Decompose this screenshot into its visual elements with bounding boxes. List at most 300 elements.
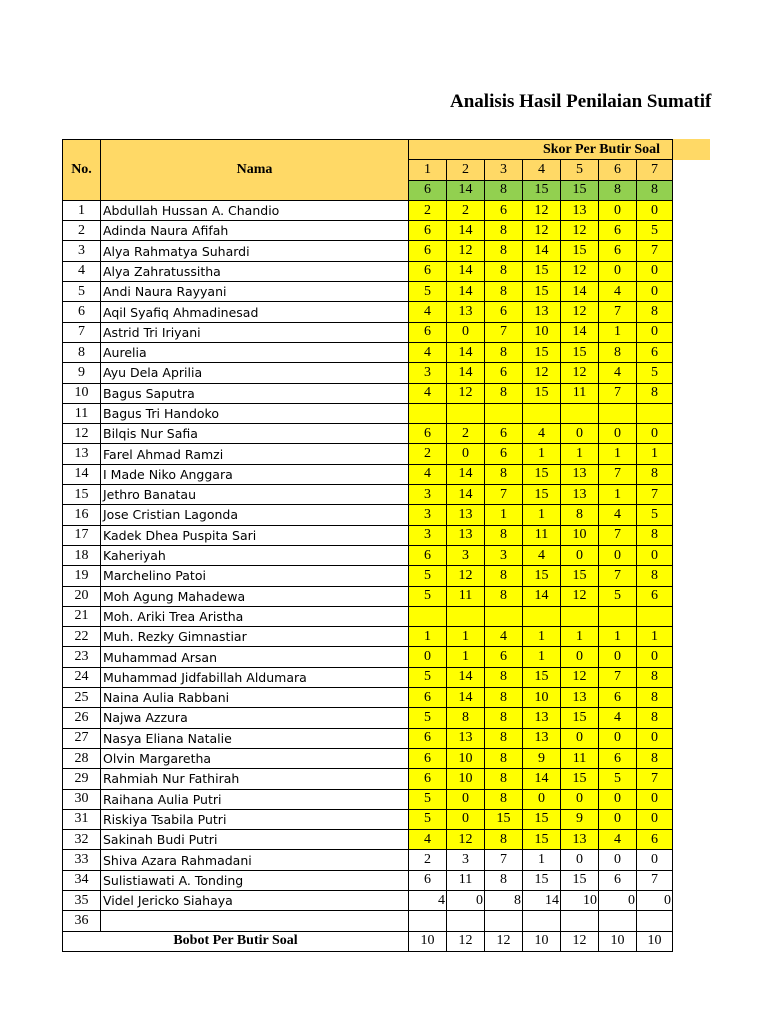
- score-cell: 15: [523, 261, 561, 281]
- max-score: 15: [523, 180, 561, 200]
- table-row: [63, 667, 673, 687]
- table-row: [63, 363, 673, 383]
- score-cell: 14: [523, 890, 561, 910]
- score-cell: 6: [485, 444, 523, 464]
- score-cell: [637, 606, 673, 626]
- score-cell: 3: [409, 525, 447, 545]
- footer-label: Bobot Per Butir Soal: [63, 931, 409, 951]
- score-cell: 4: [409, 830, 447, 850]
- score-cell: 7: [599, 302, 637, 322]
- score-cell: 4: [523, 424, 561, 444]
- table-row: [63, 241, 673, 261]
- score-cell: 8: [485, 241, 523, 261]
- score-cell: 5: [409, 586, 447, 606]
- score-cell: 0: [599, 850, 637, 870]
- score-cell: 0: [561, 545, 599, 565]
- score-cell: 0: [409, 647, 447, 667]
- score-cell: 11: [561, 383, 599, 403]
- score-cell: 13: [561, 200, 599, 220]
- footer-weight: 10: [599, 931, 637, 951]
- table-row: [63, 444, 673, 464]
- score-cell: 13: [523, 728, 561, 748]
- score-cell: 0: [599, 789, 637, 809]
- score-cell: 0: [599, 261, 637, 281]
- score-cell: 4: [409, 383, 447, 403]
- score-cell: 8: [637, 464, 673, 484]
- score-cell: 8: [485, 708, 523, 728]
- score-cell: 10: [561, 890, 599, 910]
- score-cell: 5: [637, 363, 673, 383]
- header-row-skor: [63, 140, 673, 160]
- score-cell: 1: [523, 505, 561, 525]
- score-cell: 12: [561, 261, 599, 281]
- score-cell: 6: [599, 241, 637, 261]
- score-cell: 0: [447, 809, 485, 829]
- score-cell: 1: [561, 627, 599, 647]
- score-cell: 13: [523, 302, 561, 322]
- score-cell: 4: [409, 464, 447, 484]
- score-cell: 8: [485, 525, 523, 545]
- score-cell: 6: [599, 221, 637, 241]
- student-name: Marchelino Patoi: [101, 566, 409, 586]
- student-name: Moh Agung Mahadewa: [101, 586, 409, 606]
- question-number: 4: [523, 160, 561, 180]
- row-number: 26: [63, 708, 101, 728]
- student-name: Najwa Azzura: [101, 708, 409, 728]
- score-cell: 6: [409, 322, 447, 342]
- table-row: [63, 606, 673, 626]
- score-cell: 15: [561, 566, 599, 586]
- score-cell: 13: [561, 688, 599, 708]
- score-cell: 13: [447, 302, 485, 322]
- score-cell: [561, 606, 599, 626]
- score-cell: 11: [561, 748, 599, 768]
- score-cell: 3: [485, 545, 523, 565]
- score-cell: 0: [637, 261, 673, 281]
- score-cell: 13: [561, 485, 599, 505]
- table-row: [63, 830, 673, 850]
- score-cell: 1: [599, 627, 637, 647]
- score-cell: 4: [599, 505, 637, 525]
- score-cell: 1: [599, 444, 637, 464]
- table-row: [63, 464, 673, 484]
- score-cell: 0: [637, 728, 673, 748]
- row-number: 6: [63, 302, 101, 322]
- footer-weight: 10: [523, 931, 561, 951]
- score-cell: 15: [561, 870, 599, 890]
- student-name: Muhammad Jidfabillah Aldumara: [101, 667, 409, 687]
- score-cell: 4: [599, 363, 637, 383]
- score-cell: 8: [447, 708, 485, 728]
- row-number: 22: [63, 627, 101, 647]
- table-row: [63, 342, 673, 362]
- table-row: [63, 545, 673, 565]
- student-name: Farel Ahmad Ramzi: [101, 444, 409, 464]
- table-row: [63, 200, 673, 220]
- row-number: 31: [63, 809, 101, 829]
- score-cell: [561, 911, 599, 931]
- score-cell: 8: [485, 830, 523, 850]
- score-cell: 5: [409, 282, 447, 302]
- score-cell: 0: [637, 850, 673, 870]
- score-cell: 14: [523, 769, 561, 789]
- score-cell: 4: [409, 890, 447, 910]
- score-cell: 8: [485, 586, 523, 606]
- score-cell: 6: [599, 870, 637, 890]
- score-cell: 6: [409, 424, 447, 444]
- score-cell: 15: [523, 485, 561, 505]
- score-cell: 0: [637, 789, 673, 809]
- score-cell: 0: [447, 890, 485, 910]
- score-cell: 15: [523, 464, 561, 484]
- score-cell: 2: [447, 424, 485, 444]
- score-cell: 8: [561, 505, 599, 525]
- score-cell: 8: [485, 282, 523, 302]
- score-cell: 6: [409, 769, 447, 789]
- score-cell: 1: [447, 647, 485, 667]
- question-number: 5: [561, 160, 599, 180]
- score-cell: 0: [637, 647, 673, 667]
- student-name: Ayu Dela Aprilia: [101, 363, 409, 383]
- score-cell: 1: [599, 485, 637, 505]
- score-cell: 15: [523, 830, 561, 850]
- score-cell: 8: [637, 566, 673, 586]
- score-cell: 1: [485, 505, 523, 525]
- score-cell: 7: [599, 566, 637, 586]
- score-cell: 8: [485, 464, 523, 484]
- max-score: 15: [561, 180, 599, 200]
- score-cell: 14: [447, 282, 485, 302]
- row-number: 13: [63, 444, 101, 464]
- student-name: Bagus Saputra: [101, 383, 409, 403]
- score-cell: 14: [523, 241, 561, 261]
- score-cell: 6: [599, 688, 637, 708]
- header-skor-per-butir: Skor Per Butir Soal: [409, 140, 673, 160]
- score-cell: 8: [485, 667, 523, 687]
- score-cell: 8: [637, 525, 673, 545]
- score-cell: 7: [485, 322, 523, 342]
- score-cell: 8: [485, 261, 523, 281]
- student-name: Adinda Naura Afifah: [101, 221, 409, 241]
- student-name: Aurelia: [101, 342, 409, 362]
- score-cell: 13: [523, 708, 561, 728]
- score-cell: 6: [485, 200, 523, 220]
- score-cell: 0: [447, 789, 485, 809]
- student-name: Astrid Tri Iriyani: [101, 322, 409, 342]
- score-cell: 1: [637, 627, 673, 647]
- score-cell: 0: [599, 809, 637, 829]
- row-number: 8: [63, 342, 101, 362]
- score-cell: 2: [409, 200, 447, 220]
- row-number: 15: [63, 485, 101, 505]
- score-cell: [599, 911, 637, 931]
- score-cell: [409, 606, 447, 626]
- score-cell: 12: [447, 566, 485, 586]
- row-number: 21: [63, 606, 101, 626]
- score-cell: 8: [637, 667, 673, 687]
- student-name: Bagus Tri Handoko: [101, 403, 409, 423]
- table-row: [63, 890, 673, 910]
- row-number: 2: [63, 221, 101, 241]
- header-overflow-fill: [672, 139, 710, 160]
- table-row: [63, 748, 673, 768]
- row-number: 29: [63, 769, 101, 789]
- score-cell: 5: [637, 221, 673, 241]
- score-cell: 2: [447, 200, 485, 220]
- score-cell: 8: [485, 870, 523, 890]
- table-row: [63, 221, 673, 241]
- score-cell: 0: [637, 200, 673, 220]
- score-cell: 5: [409, 789, 447, 809]
- score-cell: 14: [523, 586, 561, 606]
- table-row: [63, 586, 673, 606]
- score-cell: 12: [523, 363, 561, 383]
- score-cell: 7: [599, 667, 637, 687]
- table-row: [63, 850, 673, 870]
- score-cell: 6: [637, 830, 673, 850]
- score-cell: 5: [599, 769, 637, 789]
- score-cell: 0: [599, 424, 637, 444]
- footer-weight: 10: [637, 931, 673, 951]
- score-cell: 3: [409, 505, 447, 525]
- score-cell: 0: [599, 728, 637, 748]
- score-cell: 4: [523, 545, 561, 565]
- student-name: Abdullah Hussan A. Chandio: [101, 200, 409, 220]
- row-number: 12: [63, 424, 101, 444]
- table-row: [63, 525, 673, 545]
- score-cell: 11: [447, 586, 485, 606]
- score-cell: 3: [409, 363, 447, 383]
- question-number: 2: [447, 160, 485, 180]
- score-cell: 8: [485, 566, 523, 586]
- row-number: 24: [63, 667, 101, 687]
- score-cell: 9: [561, 809, 599, 829]
- score-cell: 6: [409, 688, 447, 708]
- table-row: [63, 505, 673, 525]
- score-cell: 8: [485, 748, 523, 768]
- score-cell: 14: [447, 221, 485, 241]
- row-number: 20: [63, 586, 101, 606]
- student-name: Bilqis Nur Safia: [101, 424, 409, 444]
- score-cell: 6: [409, 241, 447, 261]
- header-nama: Nama: [101, 140, 409, 201]
- score-cell: 5: [409, 566, 447, 586]
- table-row: [63, 688, 673, 708]
- row-number: 30: [63, 789, 101, 809]
- score-cell: 14: [447, 261, 485, 281]
- score-cell: 8: [485, 221, 523, 241]
- score-cell: [409, 403, 447, 423]
- student-name: Shiva Azara Rahmadani: [101, 850, 409, 870]
- score-cell: 13: [447, 525, 485, 545]
- score-cell: 6: [485, 363, 523, 383]
- score-cell: [485, 606, 523, 626]
- table-row: [63, 809, 673, 829]
- student-name: Alya Zahratussitha: [101, 261, 409, 281]
- score-cell: 12: [561, 363, 599, 383]
- student-name: Videl Jericko Siahaya: [101, 890, 409, 910]
- table-row: [63, 383, 673, 403]
- student-name: Naina Aulia Rabbani: [101, 688, 409, 708]
- student-name: Muhammad Arsan: [101, 647, 409, 667]
- score-cell: 10: [447, 769, 485, 789]
- score-cell: [409, 911, 447, 931]
- score-cell: 0: [637, 282, 673, 302]
- student-name: I Made Niko Anggara: [101, 464, 409, 484]
- score-cell: 10: [523, 322, 561, 342]
- table-row: [63, 769, 673, 789]
- student-name: Nasya Eliana Natalie: [101, 728, 409, 748]
- table-row: [63, 566, 673, 586]
- score-cell: 6: [409, 261, 447, 281]
- row-number: 28: [63, 748, 101, 768]
- score-cell: 10: [561, 525, 599, 545]
- student-name: Jethro Banatau: [101, 485, 409, 505]
- row-number: 23: [63, 647, 101, 667]
- score-cell: [637, 911, 673, 931]
- student-name: Andi Naura Rayyani: [101, 282, 409, 302]
- row-number: 10: [63, 383, 101, 403]
- table-row: [63, 647, 673, 667]
- table-row: [63, 403, 673, 423]
- score-cell: 14: [447, 464, 485, 484]
- score-cell: [561, 403, 599, 423]
- page-title: Analisis Hasil Penilaian Sumatif: [450, 91, 712, 112]
- score-cell: 0: [637, 890, 673, 910]
- row-number: 33: [63, 850, 101, 870]
- row-number: 17: [63, 525, 101, 545]
- score-cell: 5: [599, 586, 637, 606]
- score-cell: 7: [599, 525, 637, 545]
- score-cell: 0: [561, 647, 599, 667]
- score-cell: 14: [447, 363, 485, 383]
- score-cell: 15: [523, 809, 561, 829]
- score-cell: 8: [485, 728, 523, 748]
- score-cell: 12: [561, 302, 599, 322]
- score-cell: 8: [637, 708, 673, 728]
- score-cell: 3: [447, 850, 485, 870]
- score-cell: 6: [485, 302, 523, 322]
- score-cell: 14: [561, 282, 599, 302]
- row-number: 16: [63, 505, 101, 525]
- score-cell: 7: [637, 485, 673, 505]
- student-name: Kadek Dhea Puspita Sari: [101, 525, 409, 545]
- score-cell: 15: [523, 566, 561, 586]
- question-number: 7: [637, 160, 673, 180]
- score-cell: 4: [599, 282, 637, 302]
- score-cell: 8: [485, 769, 523, 789]
- row-number: 18: [63, 545, 101, 565]
- student-name: [101, 911, 409, 931]
- score-cell: 0: [637, 424, 673, 444]
- score-cell: 0: [523, 789, 561, 809]
- student-name: Jose Cristian Lagonda: [101, 505, 409, 525]
- student-name: Olvin Margaretha: [101, 748, 409, 768]
- table-row: [63, 322, 673, 342]
- score-cell: 6: [599, 748, 637, 768]
- table-row: [63, 708, 673, 728]
- score-cell: 14: [447, 688, 485, 708]
- score-table-container: [62, 139, 672, 959]
- table-row: [63, 424, 673, 444]
- score-cell: 6: [409, 748, 447, 768]
- score-cell: 15: [523, 342, 561, 362]
- score-cell: 14: [447, 485, 485, 505]
- score-cell: 12: [561, 221, 599, 241]
- score-cell: 7: [599, 464, 637, 484]
- score-cell: 6: [485, 647, 523, 667]
- score-cell: 8: [599, 342, 637, 362]
- score-cell: 8: [637, 688, 673, 708]
- footer-weight: 12: [447, 931, 485, 951]
- score-cell: 7: [637, 241, 673, 261]
- score-cell: 0: [599, 200, 637, 220]
- max-score: 6: [409, 180, 447, 200]
- score-table: [62, 139, 673, 952]
- question-number: 3: [485, 160, 523, 180]
- score-cell: 7: [637, 870, 673, 890]
- score-cell: 12: [523, 221, 561, 241]
- question-number: 6: [599, 160, 637, 180]
- score-cell: 12: [561, 586, 599, 606]
- score-cell: 5: [409, 708, 447, 728]
- score-cell: 12: [523, 200, 561, 220]
- score-cell: 0: [599, 545, 637, 565]
- score-cell: [637, 403, 673, 423]
- score-cell: [447, 911, 485, 931]
- score-cell: 8: [485, 383, 523, 403]
- score-cell: 1: [599, 322, 637, 342]
- score-cell: 15: [561, 769, 599, 789]
- score-cell: [523, 911, 561, 931]
- score-cell: [447, 403, 485, 423]
- score-cell: 0: [637, 809, 673, 829]
- score-cell: 1: [561, 444, 599, 464]
- score-cell: 0: [599, 647, 637, 667]
- score-cell: 5: [409, 809, 447, 829]
- question-number: 1: [409, 160, 447, 180]
- score-cell: 6: [409, 870, 447, 890]
- score-cell: 6: [485, 424, 523, 444]
- score-cell: 8: [637, 302, 673, 322]
- score-cell: 15: [561, 342, 599, 362]
- table-row: [63, 627, 673, 647]
- score-cell: 8: [637, 383, 673, 403]
- score-cell: 1: [637, 444, 673, 464]
- score-cell: 1: [523, 627, 561, 647]
- row-number: 5: [63, 282, 101, 302]
- score-cell: 7: [637, 769, 673, 789]
- row-number: 1: [63, 200, 101, 220]
- student-name: Sulistiawati A. Tonding: [101, 870, 409, 890]
- row-number: 3: [63, 241, 101, 261]
- score-cell: 12: [447, 383, 485, 403]
- score-cell: 14: [447, 667, 485, 687]
- score-cell: 12: [447, 830, 485, 850]
- row-number: 9: [63, 363, 101, 383]
- score-cell: [447, 606, 485, 626]
- score-cell: 0: [561, 728, 599, 748]
- score-cell: 3: [409, 485, 447, 505]
- score-cell: 12: [561, 667, 599, 687]
- score-cell: 7: [485, 850, 523, 870]
- row-number: 25: [63, 688, 101, 708]
- score-cell: 14: [561, 322, 599, 342]
- score-cell: 8: [485, 890, 523, 910]
- row-number: 4: [63, 261, 101, 281]
- score-cell: 4: [485, 627, 523, 647]
- score-cell: 0: [637, 322, 673, 342]
